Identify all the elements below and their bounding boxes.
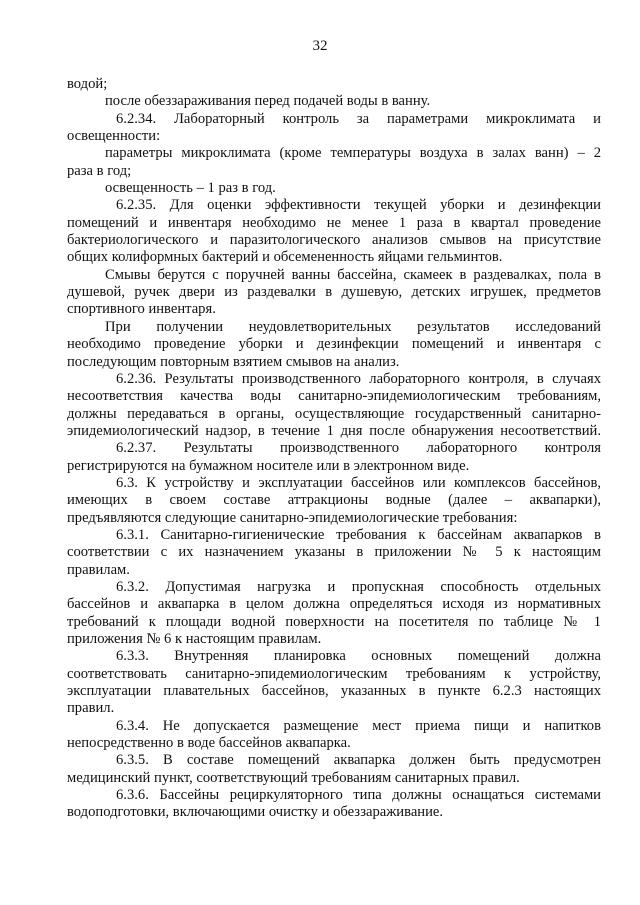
text-line: водоподготовки, включающими очистку и обеззараживание. (67, 804, 444, 821)
text-line: спортивного инвентаря. (67, 301, 216, 318)
text-line: 6.2.35. Для оценки эффективности текущей уборки и дезинфекции (116, 197, 601, 214)
text-line: регистрируются на бумажном носителе или в электронном виде. (67, 457, 470, 474)
text-line: освещенности: (67, 128, 161, 145)
text-line: эксплуатации плавательных бассейнов, указанных в пункте 6.2.3 настоящих (67, 683, 601, 700)
text-line: медицинский пункт, соответствующий требованиям санитарных правил. (67, 769, 520, 786)
text-line: параметры микроклимата (кроме температуры воздуха в залах ванн) – 2 (105, 145, 601, 162)
text-line: Смывы берутся с поручней ванны бассейна, скамеек в раздевалках, пола в (105, 266, 601, 283)
text-line: 6.2.36. Результаты производственного лабораторного контроля, в случаях (116, 370, 601, 387)
text-line: необходимо проведение уборки и дезинфекции помещений и инвентаря с (67, 336, 601, 353)
text-line: несоответствия качества воды санитарно-эпидемиологическим требованиям, (67, 388, 601, 405)
text-line: 6.3.6. Бассейны рециркуляторного типа должны оснащаться системами (116, 787, 601, 804)
text-line: 6.3. К устройству и эксплуатации бассейнов или комплексов бассейнов, (116, 474, 601, 491)
text-line: помещений и инвентаря необходимо не менее 1 раза в квартал проведение (67, 214, 601, 231)
text-line: раза в год; (67, 162, 132, 179)
text-line: 6.3.2. Допустимая нагрузка и пропускная способность отдельных (116, 578, 601, 595)
text-line: требований к площади водной поверхности на посетителя по таблице № 1 (67, 613, 601, 630)
text-line: правил. (67, 700, 115, 717)
text-line: 6.3.3. Внутренняя планировка основных помещений должна (116, 648, 601, 665)
text-line: эпидемиологический надзор, в течение 1 дня после обнаружения несоответствий. (67, 422, 601, 439)
text-line: 6.2.37. Результаты производственного лабораторного контроля (116, 440, 601, 457)
text-line: последующим повторным взятием смывов на анализ. (67, 353, 400, 370)
text-line: должны передаваться в органы, осуществляющие государственный санитарно- (67, 405, 601, 422)
text-line: водой; (67, 76, 108, 92)
text-line: соответствовать санитарно-эпидемиологическим требованиям к устройству, (67, 665, 601, 682)
text-line: бактериологического и паразитологического анализов смывов на присутствие (67, 232, 601, 249)
text-line: освещенность – 1 раз в год. (105, 180, 276, 197)
text-line: непосредственно в воде бассейнов аквапарка. (67, 735, 351, 752)
text-line: приложения № 6 к настоящим правилам. (67, 631, 322, 647)
page-number: 32 (312, 38, 328, 54)
document-body (67, 76, 601, 822)
text-line: 6.3.1. Санитарно-гигиенические требования к бассейнам аквапарков в (116, 526, 601, 543)
text-line: 6.3.4. Не допускается размещение мест приема пищи и напитков (116, 717, 601, 734)
text-line: общих колиформных бактерий и обсемененность яйцами гельминтов. (67, 249, 503, 266)
text-line: соответствии с их назначением указаны в приложении № 5 к настоящим (67, 544, 601, 561)
text-line: имеющих в своем составе аттракционы водные (далее – аквапарки), (67, 492, 601, 509)
text-line: 6.2.34. Лабораторный контроль за параметрами микроклимата и (116, 110, 601, 127)
text-line: бассейнов и аквапарка в целом должна определяться исходя из нормативных (67, 596, 601, 613)
text-line: душевой, ручек двери из раздевалки в душевую, детских игрушек, предметов (67, 284, 601, 301)
text-line: При получении неудовлетворительных результатов исследований (105, 318, 601, 335)
text-line: правилам. (67, 561, 130, 578)
text-line: 6.3.5. В составе помещений аквапарка должен быть предусмотрен (116, 752, 601, 769)
text-line: после обеззараживания перед подачей воды в ванну. (105, 93, 431, 110)
text-line: предъявляются следующие санитарно-эпидемиологические требования: (67, 509, 518, 526)
